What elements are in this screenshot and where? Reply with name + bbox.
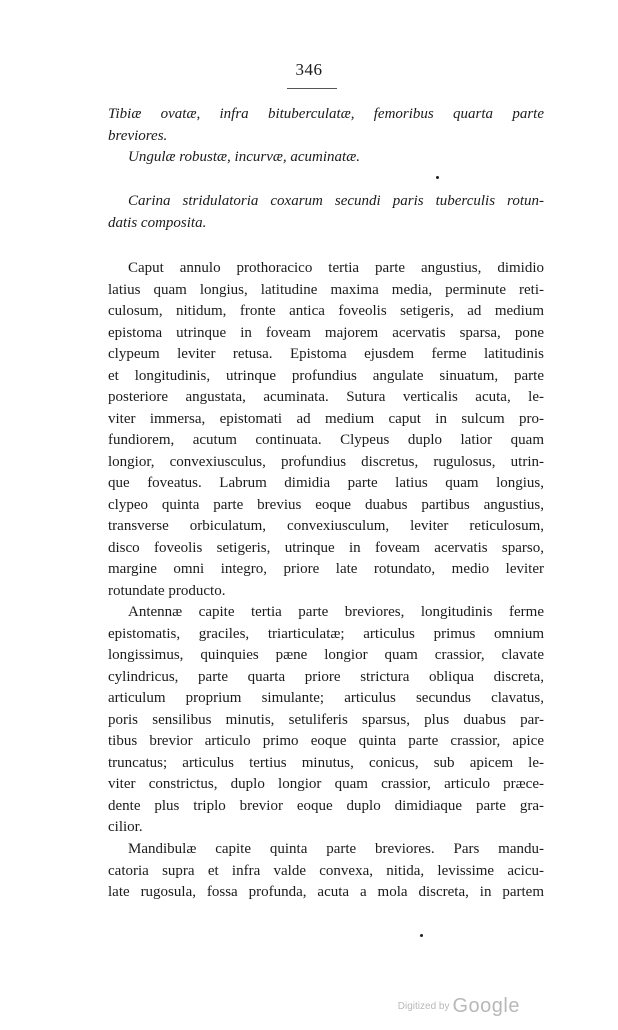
text-line: que foveatus. Labrum dimidia parte latius quam longius, [108,475,544,491]
text-line: Antennæ capite tertia parte breviores, longitudinis ferme [128,604,544,620]
text-line: Caput annulo prothoracico tertia parte angustius, dimidio [128,260,544,276]
text-line: disco foveolis setigeris, utrinque in foveam acervatis sparso, [108,539,544,556]
text-line: transverse orbiculatum, convexiusculum, leviter reticulosum, [108,518,544,534]
text-line: truncatus; articulus tertius minutus, conicus, sub apicem le- [108,754,544,771]
text-line: articulum proprium simulante; articulus secundus clavatus, [108,690,544,706]
text-line: breviores. [108,127,168,144]
digitized-by-google-watermark [398,995,520,1018]
text-line: longior, convexiusculus, profundius discretus, rugulosus, utrin- [108,453,544,470]
text-line: viter constrictus, duplo longior quam crassior, articulo præce- [108,776,544,792]
diagnosis-carina [108,191,544,234]
text-line: Mandibulæ capite quinta parte breviores. Pars mandu- [128,841,544,857]
print-speck [420,934,423,937]
text-line: cylindricus, parte quarta priore strictura obliqua discreta, [108,668,544,685]
text-line: culosum, nitidum, fronte antica foveolis setigeris, ad medium [108,303,544,319]
text-line: epistomatis, graciles, triarticulatæ; articulus primus omnium [108,625,544,642]
print-speck [436,176,439,179]
google-logo-text: Google [452,995,520,1017]
page-number-rule [287,88,337,89]
text-line: datis composita. [108,214,207,231]
text-line: Carina stridulatoria coxarum secundi paris tuberculis rotun- [128,193,544,209]
text-line: latius quam longius, latitudine maxima media, perminute reti- [108,281,544,298]
page-number: 346 [295,60,323,79]
paragraph-antennae [108,602,544,839]
text-line: poris sensilibus minutis, setuliferis sparsus, plus duabus par- [108,711,544,728]
text-line: catoria supra et infra valde convexa, nitida, levissime acicu- [108,862,544,879]
text-line: et longitudinis, utrinque profundius angulate sinuatum, parte [108,367,544,384]
text-line: margine omni integro, priore late rotundato, medio leviter [108,561,544,577]
text-line: clypeum leviter retusa. Epistoma ejusdem ferme latitudinis [108,346,544,362]
text-line: viter immersa, epistomati ad medium caput in sulcum pro- [108,410,544,427]
text-line: Tibiæ ovatæ, infra bituberculatæ, femoribus quarta parte [108,106,544,122]
text-line: Ungulæ robustæ, incurvæ, acuminatæ. [128,149,360,165]
text-line: rotundate producto. [108,582,226,599]
text-line: posteriore angustata, acuminata. Sutura verticalis acuta, le- [108,389,544,405]
text-line: longissimus, quinquies pæne longior quam crassior, clavate [108,647,544,663]
paragraph-mandibulae [108,839,544,904]
text-line: epistoma utrinque in foveam majorem acervatis sparsa, pone [108,324,544,341]
digitized-by-label: Digitized by [397,1001,450,1012]
diagnosis-tibiae [108,104,544,147]
text-line: fundiorem, acutum continuata. Clypeus duplo latior quam [108,432,544,448]
diagnosis-ungulae [108,147,544,169]
text-line: tibus brevior articulo primo eoque quinta parte crassior, apice [108,733,544,749]
text-line: dente plus triplo brevior eoque duplo dimidiaque parte gra- [108,797,544,814]
text-line: cilior. [108,819,143,835]
text-line: late rugosula, fossa profunda, acuta a mola discreta, in partem [108,884,544,900]
text-line: clypeo quinta parte brevius eoque duabus partibus angustius, [108,496,544,513]
paragraph-caput [108,258,544,602]
